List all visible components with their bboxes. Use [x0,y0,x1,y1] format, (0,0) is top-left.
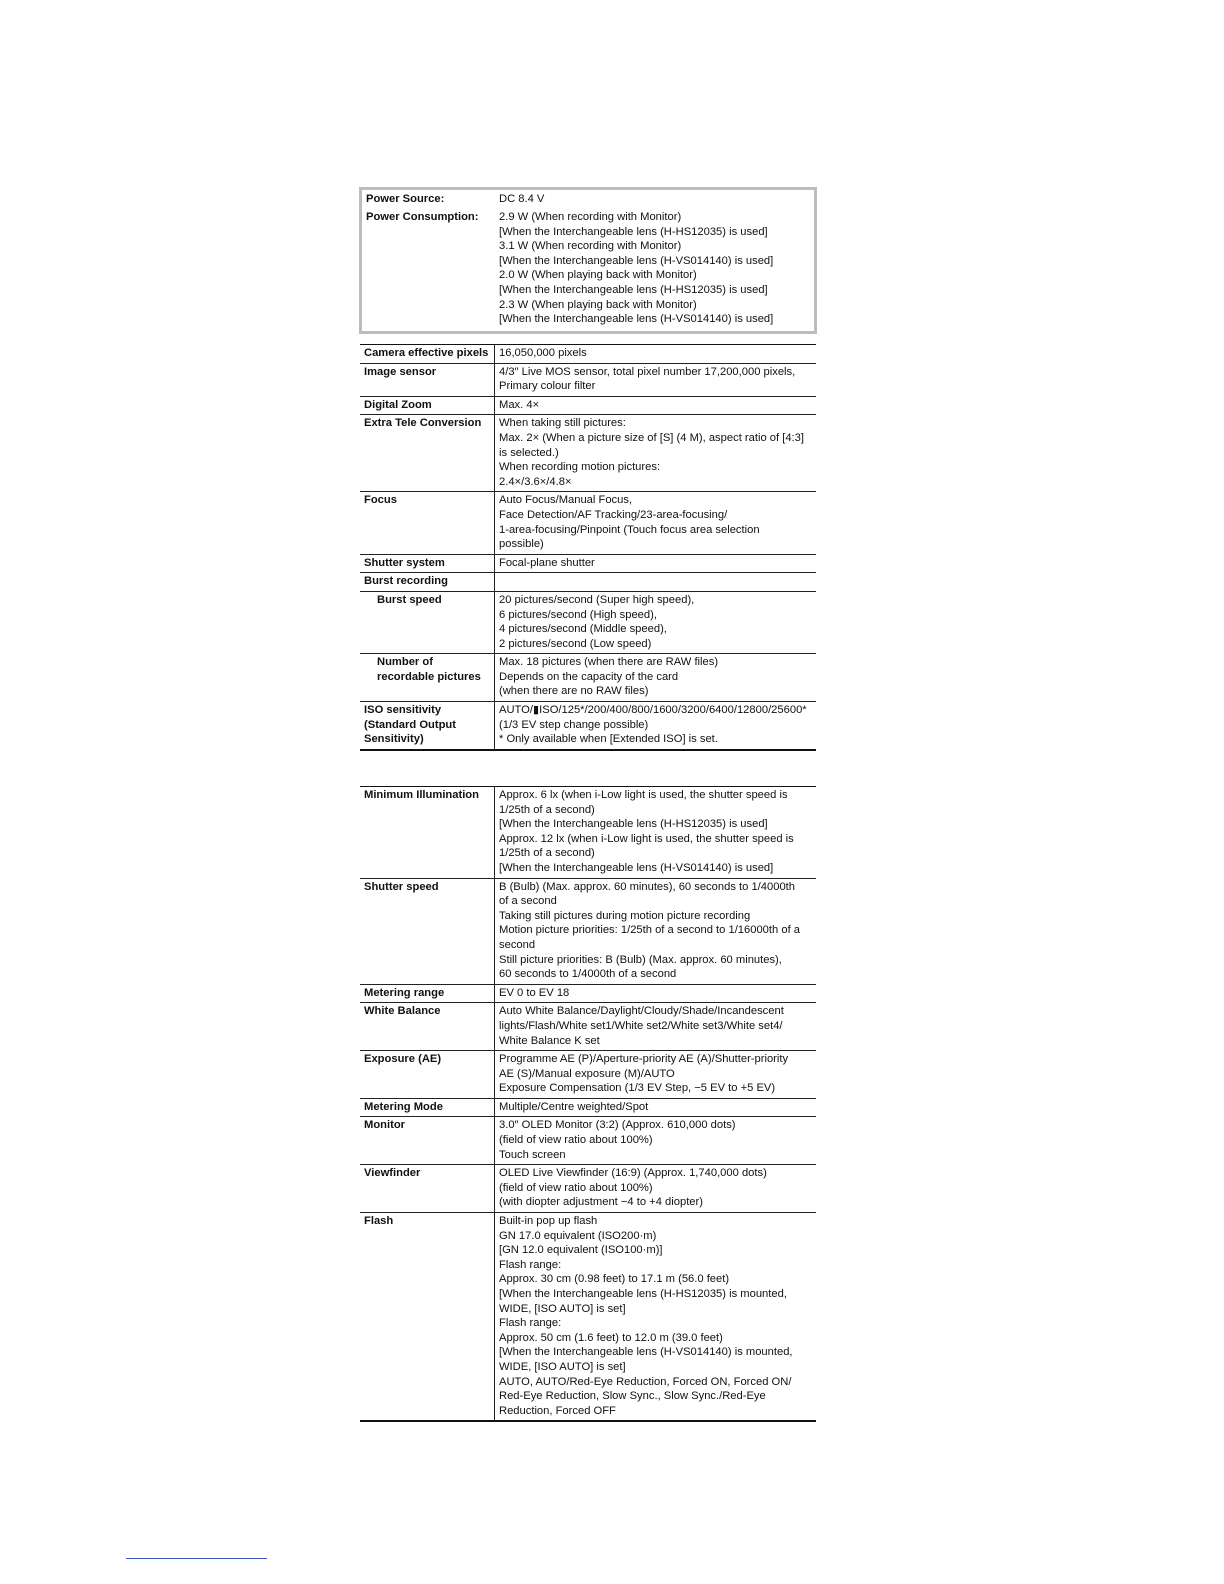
spec-value-line: [When the Interchangeable lens (H-VS014140) is mounted, [499,1346,793,1359]
spec-value-line: Max. 4× [499,398,540,411]
spec-label: Minimum Illumination [360,787,495,879]
spec-value [495,984,817,1003]
spec-value-line: Built-in pop up flash [499,1215,598,1228]
spec-value-line: of a second [499,895,557,908]
power-consumption-line: 2.9 W (When recording with Monitor) [499,211,682,223]
spec-value-line: WIDE, [ISO AUTO] is set] [499,1302,626,1315]
spec-value-line: (field of view ratio about 100%) [499,1181,653,1194]
spec-value-line: 1-area-focusing/Pinpoint (Touch focus area selection [499,523,760,536]
spec-value-line: EV 0 to EV 18 [499,986,570,999]
spec-value-line: 1/25th of a second) [499,803,595,816]
spec-value-line: (field of view ratio about 100%) [499,1134,653,1147]
spec-value-line: 6 pictures/second (High speed), [499,608,657,621]
spec-value-line: [When the Interchangeable lens (H-VS014140) is used] [499,861,774,874]
footnote-divider [126,1558,267,1559]
spec-label: Number of recordable pictures [360,654,495,702]
spec-row [360,787,816,879]
spec-row [360,1165,816,1213]
spec-value-line: Approx. 6 lx (when i-Low light is used, the shutter speed is [499,789,788,801]
spec-value [495,1003,817,1051]
power-consumption-line: 2.3 W (When playing back with Monitor) [499,298,697,311]
spec-value [495,554,817,573]
spec-value-line: 4 pictures/second (Middle speed), [499,623,667,636]
spec-row [360,1117,816,1165]
spec-table-camera [360,344,816,751]
spec-row [360,1051,816,1099]
spec-row [360,984,816,1003]
spec-row [360,573,816,592]
spec-value-line: Flash range: [499,1258,562,1271]
spec-value-line: possible) [499,538,544,551]
spec-value-line: AUTO/▮ISO/125*/200/400/800/1600/3200/6400/12800/25600* [499,704,807,717]
spec-label: Digital Zoom [360,396,495,415]
spec-label: Burst speed [360,591,495,653]
power-source-label: Power Source: [366,193,445,205]
spec-value-line: Multiple/Centre weighted/Spot [499,1100,649,1113]
power-consumption-line: [When the Interchangeable lens (H-HS12035) is used] [499,225,768,238]
spec-value-line: Motion picture priorities: 1/25th of a second to 1/16000th of a [499,924,801,937]
spec-row [360,591,816,653]
spec-value-line: 16,050,000 pixels [499,347,587,359]
spec-value [495,787,817,879]
power-consumption-label: Power Consumption: [366,211,479,223]
spec-label: Extra Tele Conversion [360,415,495,492]
spec-row [360,492,816,554]
spec-label: Focus [360,492,495,554]
power-consumption-line: 2.0 W (When playing back with Monitor) [499,269,697,282]
spec-row [360,554,816,573]
spec-value [495,1117,817,1165]
spec-label: Burst recording [360,573,495,592]
spec-value-line: [When the Interchangeable lens (H-HS12035) is used] [499,818,768,831]
spec-value-line: (1/3 EV step change possible) [499,718,649,731]
spec-label: Exposure (AE) [360,1051,495,1099]
spec-value-line: Max. 18 pictures (when there are RAW files) [499,656,719,669]
spec-value-line: Approx. 12 lx (when i-Low light is used, the shutter speed is [499,832,794,845]
spec-label: Shutter system [360,554,495,573]
spec-value [495,573,817,592]
spec-value [495,878,817,984]
spec-label: ISO sensitivity (Standard Output Sensitivity) [360,702,495,750]
spec-value-line: Red-Eye Reduction, Slow Sync., Slow Sync./Red-Eye [499,1390,766,1403]
power-consumption-line: 3.1 W (When recording with Monitor) [499,240,682,253]
spec-row [360,1213,816,1422]
spec-label: Metering range [360,984,495,1003]
spec-row [360,654,816,702]
spec-value [495,591,817,653]
spec-label: Viewfinder [360,1165,495,1213]
spec-value-line: second [499,938,536,951]
spec-value-line: Exposure Compensation (1/3 EV Step, −5 EV to +5 EV) [499,1082,776,1095]
spec-value-line: White Balance K set [499,1034,600,1047]
spec-value [495,654,817,702]
spec-value-line: B (Bulb) (Max. approx. 60 minutes), 60 seconds to 1/4000th [499,880,796,893]
spec-value-line: Programme AE (P)/Aperture-priority AE (A)/Shutter-priority [499,1053,789,1066]
spec-label: Image sensor [360,363,495,396]
spec-label: Shutter speed [360,878,495,984]
spec-row [360,878,816,984]
spec-value-line: (when there are no RAW files) [499,685,649,698]
spec-value-line: * Only available when [Extended ISO] is set. [499,733,718,746]
spec-value-line: Auto Focus/Manual Focus, [499,494,633,507]
power-consumption-line: [When the Interchangeable lens (H-HS12035) is used] [499,283,768,296]
spec-value-line: [When the Interchangeable lens (H-HS12035) is mounted, [499,1288,787,1300]
spec-value-line: When recording motion pictures: [499,461,661,474]
spec-value-line: Reduction, Forced OFF [499,1404,616,1417]
spec-value-line: 60 seconds to 1/4000th of a second [499,968,677,981]
spec-value [495,492,817,554]
spec-value [495,363,817,396]
spec-value [495,415,817,492]
spec-label: Monitor [360,1117,495,1165]
spec-value [495,345,817,364]
spec-value-line: OLED Live Viewfinder (16:9) (Approx. 1,740,000 dots) [499,1167,767,1180]
spec-value-line: 4/3″ Live MOS sensor, total pixel number 17,200,000 pixels, [499,365,796,378]
spec-value-line: When taking still pictures: [499,417,626,430]
power-source-value: DC 8.4 V [499,193,545,205]
spec-value-line: 3.0″ OLED Monitor (3:2) (Approx. 610,000 dots) [499,1119,736,1132]
spec-value-line: 2.4×/3.6×/4.8× [499,475,572,488]
spec-value-line: Primary colour filter [499,380,596,393]
spec-value-line [499,574,812,589]
spec-value [495,702,817,750]
spec-row [360,1098,816,1117]
power-consumption-row [366,210,773,327]
spec-value [495,1051,817,1099]
spec-value-line: Depends on the capacity of the card [499,670,679,683]
spec-value-line: 1/25th of a second) [499,847,595,860]
spec-value-line: AE (S)/Manual exposure (M)/AUTO [499,1067,675,1080]
power-consumption-line: [When the Interchangeable lens (H-VS014140) is used] [499,254,774,267]
spec-value-line: (with diopter adjustment −4 to +4 diopter) [499,1196,703,1209]
spec-value-line: 20 pictures/second (Super high speed), [499,593,695,606]
spec-value-line: AUTO, AUTO/Red-Eye Reduction, Forced ON, Forced ON/ [499,1375,792,1388]
spec-value-line: Approx. 30 cm (0.98 feet) to 17.1 m (56.0 feet) [499,1273,730,1286]
spec-label: White Balance [360,1003,495,1051]
power-spec-box [359,187,817,334]
spec-label: Metering Mode [360,1098,495,1117]
spec-table-exposure [360,786,816,1422]
power-consumption-line: [When the Interchangeable lens (H-VS014140) is used] [499,313,774,326]
spec-value-line: WIDE, [ISO AUTO] is set] [499,1360,626,1373]
spec-value-line: GN 17.0 equivalent (ISO200·m) [499,1229,657,1242]
spec-row [360,396,816,415]
spec-value-line: 2 pictures/second (Low speed) [499,637,652,650]
spec-value-line: Flash range: [499,1317,562,1330]
spec-value [495,1213,817,1422]
spec-value-line: Taking still pictures during motion picture recording [499,909,751,922]
spec-value [495,1098,817,1117]
spec-value-line: lights/Flash/White set1/White set2/White set3/White set4/ [499,1019,783,1032]
spec-value-line: Approx. 50 cm (1.6 feet) to 12.0 m (39.0 feet) [499,1331,723,1344]
spec-value-line: [GN 12.0 equivalent (ISO100·m)] [499,1244,663,1257]
spec-value-line: Focal-plane shutter [499,556,595,569]
spec-value-line: Auto White Balance/Daylight/Cloudy/Shade/Incandescent [499,1005,784,1018]
spec-label: Camera effective pixels [360,345,495,364]
spec-value-line: Still picture priorities: B (Bulb) (Max. approx. 60 minutes), [499,953,782,966]
spec-label: Flash [360,1213,495,1422]
spec-value-line: is selected.) [499,446,559,459]
spec-value-line: Max. 2× (When a picture size of [S] (4 M), aspect ratio of [4:3] [499,431,804,444]
power-source-row [366,192,544,207]
spec-value-line: Face Detection/AF Tracking/23-area-focusing/ [499,508,728,521]
spec-value [495,396,817,415]
power-consumption-value [499,210,773,327]
spec-value-line: Touch screen [499,1148,566,1161]
spec-row [360,702,816,750]
spec-row [360,363,816,396]
spec-value [495,1165,817,1213]
spec-row [360,345,816,364]
spec-row [360,415,816,492]
spec-row [360,1003,816,1051]
